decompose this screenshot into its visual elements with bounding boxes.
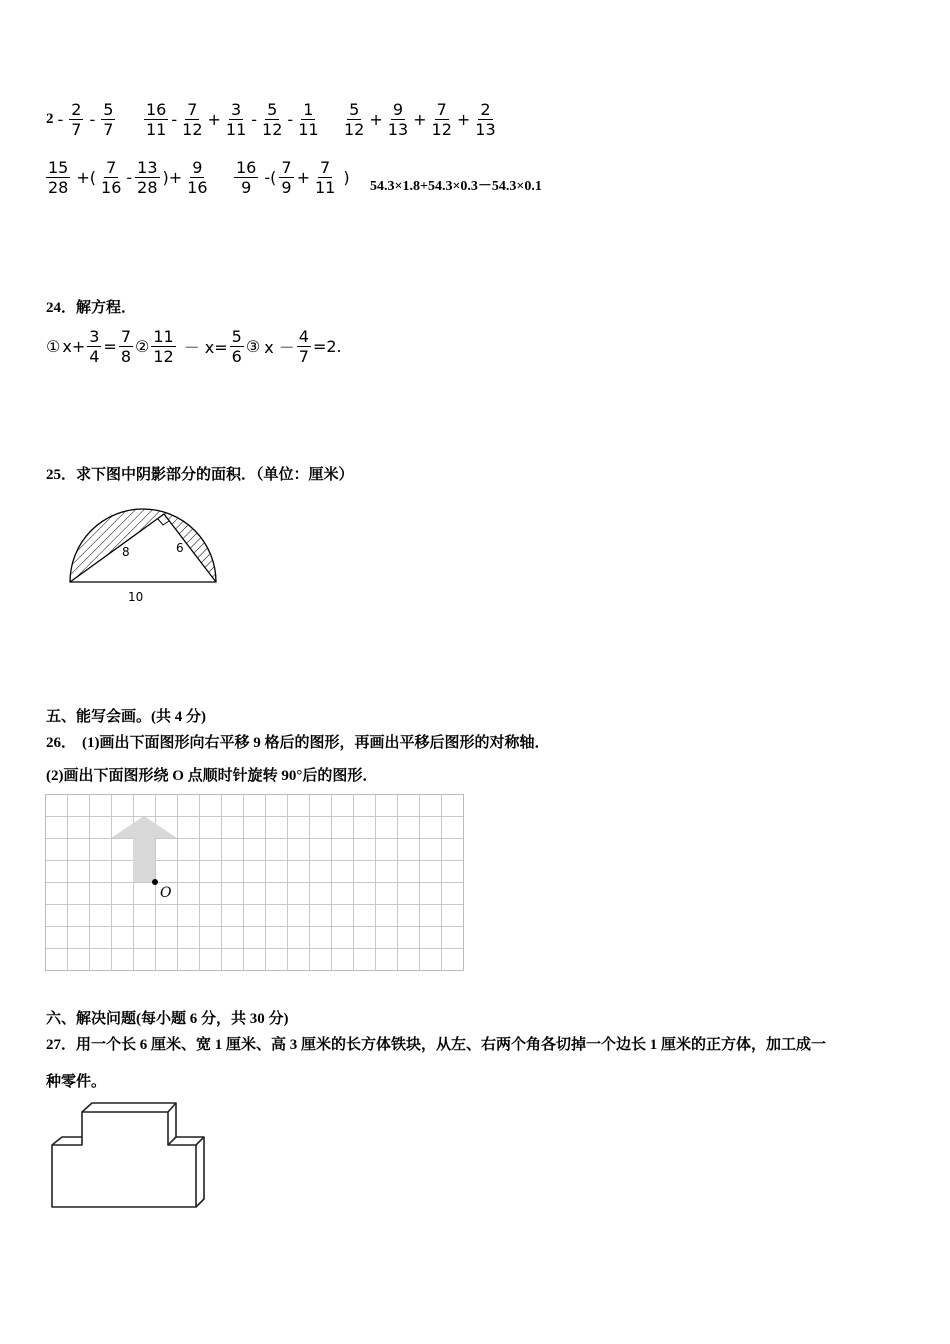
point-o <box>152 879 158 885</box>
label-6: 6 <box>176 541 184 555</box>
expr-row2-2: $\frac{16}{9}$ -( $\frac{7}{9}$ + $\frac{7}{11}$ ) <box>236 158 350 197</box>
fraction: $\frac{2}{13}$ <box>475 100 496 139</box>
fraction: $\frac{5}{12}$ <box>262 100 283 139</box>
fraction: $\frac{5}{7}$ <box>103 100 114 139</box>
expr-row1-2: $\frac{16}{11}$ - $\frac{7}{12}$ + $\frac{3}{11}$ - $\frac{5}{12}$ - $\frac{1}{11}$ <box>146 100 319 139</box>
fraction: $\frac{1}{11}$ <box>298 100 319 139</box>
section-5-heading: 五、能写会画。(共 4 分) <box>46 709 206 725</box>
expr-row1-1: 2 - $\frac{2}{7}$ - $\frac{5}{7}$ <box>46 100 114 139</box>
grid-lines <box>45 794 463 970</box>
fraction: $\frac{7}{9}$ <box>281 158 292 197</box>
arrow-shape <box>111 816 177 882</box>
right-angle-mark <box>158 519 169 525</box>
fraction: $\frac{5}{6}$ <box>231 327 242 366</box>
fraction: $\frac{13}{28}$ <box>137 158 158 197</box>
fraction: $\frac{3}{11}$ <box>225 100 247 139</box>
front-face <box>52 1112 196 1207</box>
fraction: $\frac{3}{4}$ <box>89 327 100 366</box>
fraction: $\frac{7}{16}$ <box>101 158 122 197</box>
right-step-top <box>176 1137 204 1145</box>
fraction: $\frac{16}{11}$ <box>146 100 167 139</box>
fraction: $\frac{7}{11}$ <box>314 158 336 197</box>
label-8: 8 <box>122 545 130 559</box>
q27-line1: 27．用一个长 6 厘米、宽 1 厘米、高 3 厘米的长方体铁块，从左、右两个角各切掉一个边长 1 厘米的正方体，加工成一 <box>46 1037 827 1053</box>
right-side <box>196 1137 204 1207</box>
expr-row2-3: 54.3×1.8+54.3×0.3－54.3×0.1 <box>370 179 542 194</box>
shaded-region <box>70 509 216 582</box>
grid-figure <box>45 794 466 972</box>
fraction: $\frac{7}{8}$ <box>120 327 131 366</box>
fraction: $\frac{9}{13}$ <box>387 100 409 139</box>
q26-part2: (2)画出下面图形绕 O 点顺时针旋转 90°后的图形． <box>46 768 378 784</box>
semicircle-figure <box>60 500 230 610</box>
fraction: $\frac{11}{12}$ <box>153 327 174 366</box>
q25-title: 25．求下图中阴影部分的面积．（单位：厘米） <box>46 467 354 483</box>
top-face <box>82 1103 176 1112</box>
fraction: $\frac{4}{7}$ <box>298 327 309 366</box>
fraction: $\frac{2}{7}$ <box>71 100 82 139</box>
expr-row2-1: $\frac{15}{28}$ +( $\frac{7}{16}$ - $\frac{13}{28}$ )+ $\frac{9}{16}$ <box>48 158 208 197</box>
fraction: $\frac{7}{12}$ <box>182 100 203 139</box>
q24-title: 24．解方程． <box>46 300 137 316</box>
label-10: 10 <box>128 590 144 604</box>
q24-equations: ① x+ $\frac{3}{4}$ = $\frac{7}{8}$ ② $\frac{11}{12}$ － x= $\frac{5}{6}$ ③ x － $\frac{4}{7}$ =2. <box>46 327 342 366</box>
fraction: $\frac{5}{12}$ <box>344 100 365 139</box>
part-3d-figure <box>48 1098 213 1213</box>
top-right-side <box>168 1103 176 1145</box>
fraction: $\frac{15}{28}$ <box>48 158 69 197</box>
fraction: $\frac{9}{16}$ <box>187 158 208 197</box>
fraction: $\frac{16}{9}$ <box>236 158 257 197</box>
q26-part1: 26． (1)画出下面图形向右平移 9 格后的图形，再画出平移后图形的对称轴． <box>46 735 550 751</box>
fraction: $\frac{7}{12}$ <box>431 100 452 139</box>
q27-line2: 种零件。 <box>46 1074 107 1090</box>
point-o-label: O <box>160 885 172 901</box>
left-step-top <box>52 1137 82 1145</box>
section-6-heading: 六、解决问题(每小题 6 分，共 30 分) <box>46 1011 289 1027</box>
expr-row1-3: $\frac{5}{12}$ + $\frac{9}{13}$ + $\frac{7}{12}$ + $\frac{2}{13}$ <box>344 100 496 139</box>
